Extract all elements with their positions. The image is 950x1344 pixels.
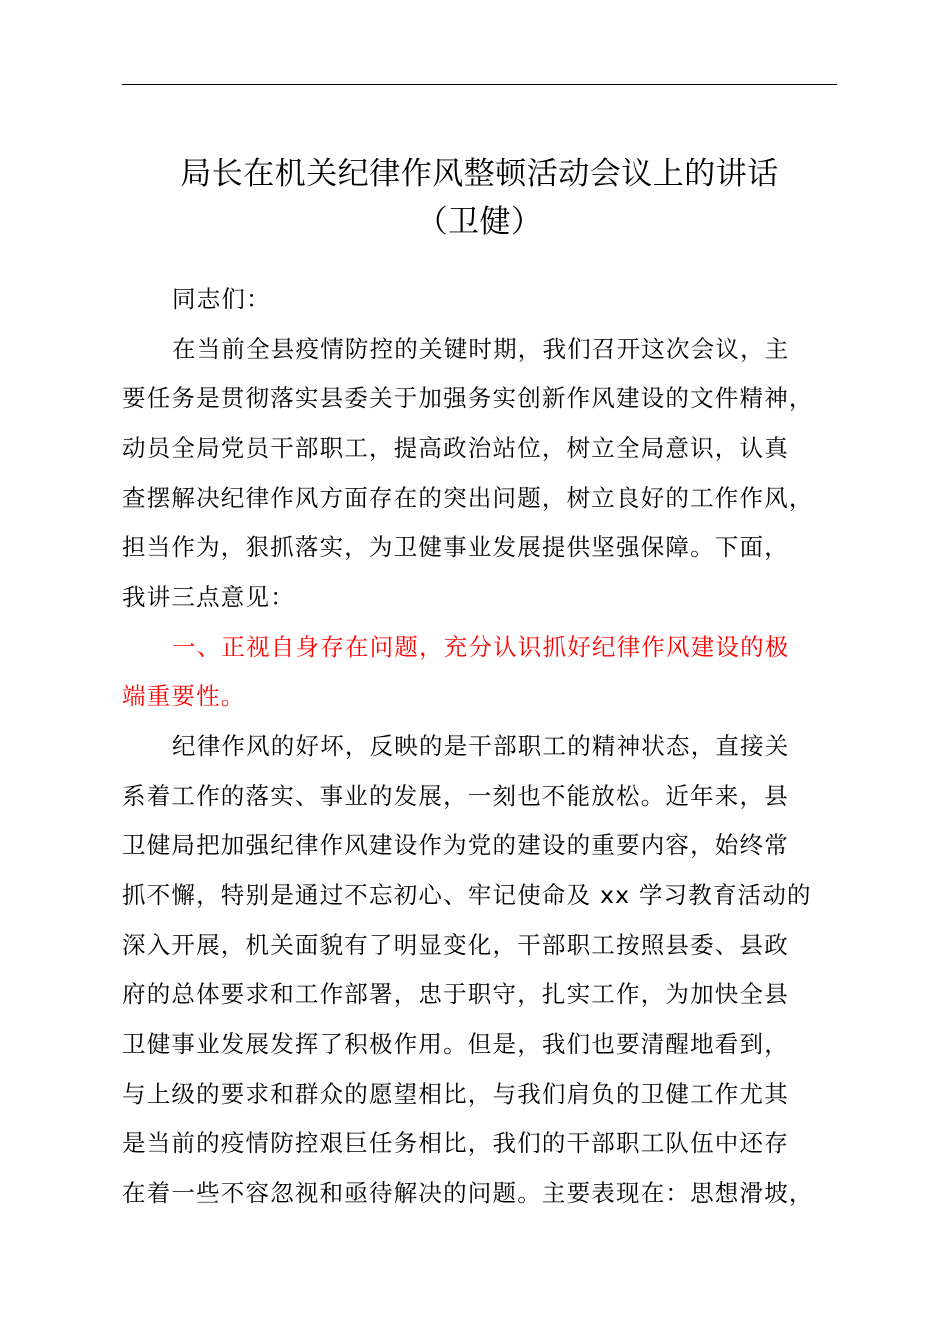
paragraph-line: 与上级的要求和群众的愿望相比，与我们肩负的卫健工作尤其 bbox=[122, 1080, 789, 1108]
greeting: 同志们： bbox=[172, 285, 271, 313]
heading-line: 一、正视自身存在问题，充分认识抓好纪律作风建设的极 bbox=[172, 633, 790, 661]
heading-line: 端重要性。 bbox=[122, 682, 246, 710]
paragraph-line: 府的总体要求和工作部署，忠于职守，扎实工作，为加快全县 bbox=[122, 980, 789, 1008]
document-title: 局长在机关纪律作风整顿活动会议上的讲话 bbox=[180, 156, 779, 192]
paragraph-line: 动员全局党员干部职工，提高政治站位，树立全局意识，认真 bbox=[122, 434, 789, 462]
paragraph-line: 在着一些不容忽视和亟待解决的问题。主要表现在：思想滑坡， bbox=[122, 1179, 814, 1207]
document-subtitle: （卫健） bbox=[416, 204, 543, 240]
paragraph-line: 系着工作的落实、事业的发展，一刻也不能放松。近年来，县 bbox=[122, 782, 789, 810]
paragraph-line: 查摆解决纪律作风方面存在的突出问题，树立良好的工作作风， bbox=[122, 484, 814, 512]
paragraph-line: 卫健事业发展发挥了积极作用。但是，我们也要清醒地看到， bbox=[122, 1030, 789, 1058]
paragraph-line: 在当前全县疫情防控的关键时期，我们召开这次会议，主 bbox=[172, 335, 790, 363]
paragraph-line: 我讲三点意见： bbox=[122, 583, 295, 611]
paragraph-line: 担当作为，狠抓落实，为卫健事业发展提供坚强保障。下面， bbox=[122, 533, 789, 561]
paragraph-line: 纪律作风的好坏，反映的是干部职工的精神状态，直接关 bbox=[172, 732, 790, 760]
paragraph-line: 是当前的疫情防控艰巨任务相比，我们的干部职工队伍中还存 bbox=[122, 1129, 789, 1157]
paragraph-line: 卫健局把加强纪律作风建设作为党的建设的重要内容，始终常 bbox=[122, 831, 789, 859]
paragraph-line: 抓不懈，特别是通过不忘初心、牢记使命及 xx 学习教育活动的 bbox=[122, 881, 812, 909]
paragraph-line: 深入开展，机关面貌有了明显变化，干部职工按照县委、县政 bbox=[122, 931, 789, 959]
paragraph-line: 要任务是贯彻落实县委关于加强务实创新作风建设的文件精神， bbox=[122, 384, 814, 412]
header-rule bbox=[122, 84, 837, 85]
